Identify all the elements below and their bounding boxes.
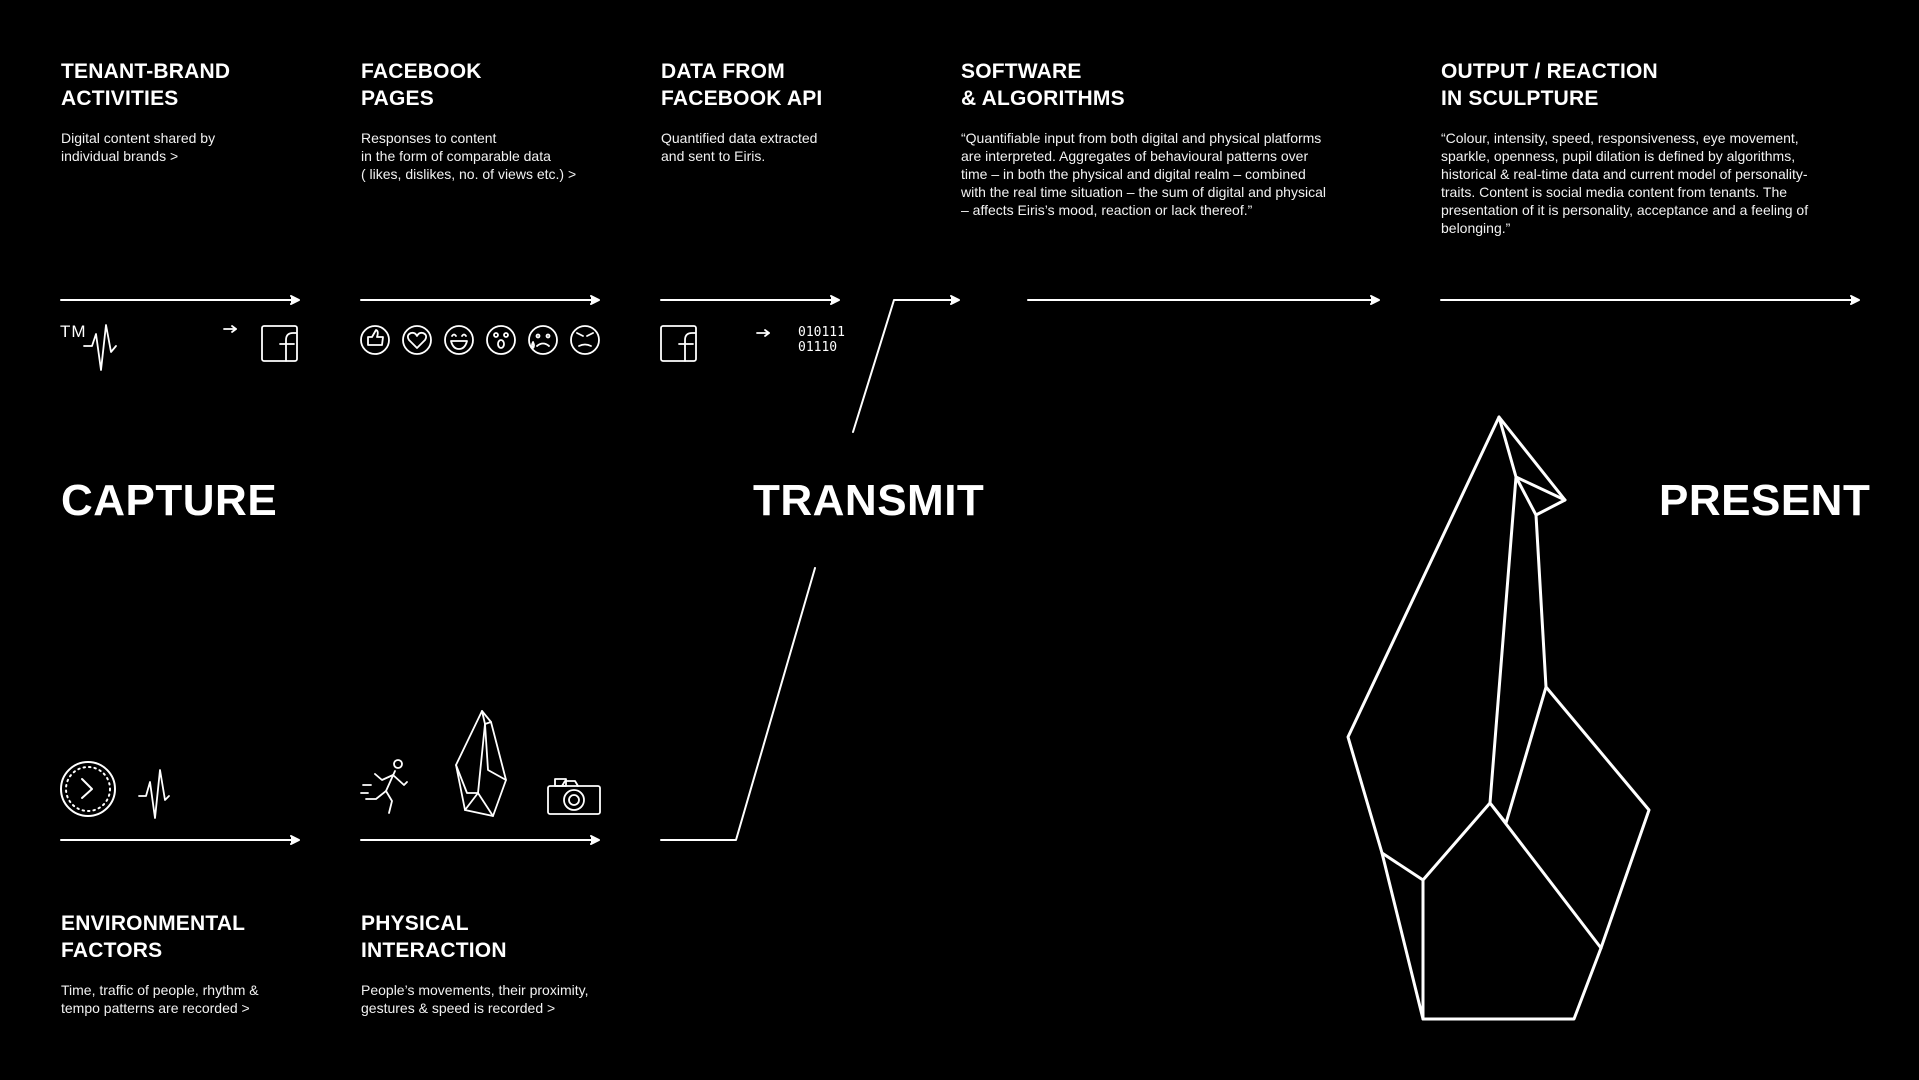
angry-icon <box>571 326 599 354</box>
stage-present: PRESENT <box>1659 476 1871 525</box>
output-text: “Colour, intensity, speed, responsiveness, eye movement, sparkle, openness, pupil dilation is defined by algorithms, historical & real-time data and current model of personality- traits. Content is social media content from tenants. The presentation of it is personality, acceptance and a feeling of belonging.” <box>1441 130 1809 236</box>
arrow-right-icon <box>757 330 769 336</box>
camera-icon <box>548 779 600 814</box>
environmental-title: ENVIRONMENTAL FACTORS <box>61 912 246 962</box>
arrow-software <box>1028 296 1379 304</box>
facebook-pages-text: Responses to content in the form of comparable data ( likes, dislikes, no. of views etc.) > <box>361 130 577 182</box>
physical-text: People’s movements, their proximity, gestures & speed is recorded > <box>361 982 589 1016</box>
binary-label: 010111 01110 <box>798 325 845 355</box>
heart-icon <box>403 326 431 354</box>
clock-icon <box>61 762 115 816</box>
arrow-right-icon <box>224 326 236 332</box>
laugh-icon <box>445 326 473 354</box>
tenant-brand-text: Digital content shared by individual brands > <box>61 130 216 164</box>
facebook-api-text: Quantified data extracted and sent to Eiris. <box>661 130 818 164</box>
arrow-tenant <box>61 296 299 304</box>
runner-icon <box>361 760 407 813</box>
stage-capture: CAPTURE <box>61 476 278 525</box>
arrow-environmental <box>61 836 299 844</box>
facebook-icon <box>661 326 696 361</box>
heartbeat-icon <box>84 325 116 370</box>
stage-transmit: TRANSMIT <box>753 476 985 525</box>
software-text: “Quantifiable input from both digital and physical platforms are interpreted. Aggregates of behavioural patterns over time – in both the physical and digital realm – combined with the real time situation – the sum of digital and physical – affects Eiris’s mood, reaction or lack thereof.” <box>961 130 1326 218</box>
facebook-icon <box>262 326 297 361</box>
transmit-connector-top <box>853 296 959 432</box>
thumbs-up-icon <box>361 326 389 354</box>
arrow-physical <box>361 836 599 844</box>
arrow-output <box>1441 296 1859 304</box>
transmit-connector-bottom <box>661 568 815 840</box>
arrow-facebook-api <box>661 296 839 304</box>
physical-title: PHYSICAL INTERACTION <box>361 912 507 962</box>
trademark-label: TM <box>60 322 87 341</box>
environmental-text: Time, traffic of people, rhythm & tempo patterns are recorded > <box>61 982 259 1016</box>
wow-icon <box>487 326 515 354</box>
arrow-facebook-pages <box>361 296 599 304</box>
crystal-sculpture <box>1348 417 1649 1019</box>
facebook-pages-title: FACEBOOK PAGES <box>361 60 482 110</box>
output-title: OUTPUT / REACTION IN SCULPTURE <box>1441 60 1658 110</box>
tenant-brand-title: TENANT-BRAND ACTIVITIES <box>61 60 231 110</box>
bottom-arrows <box>61 836 599 844</box>
crystal-icon <box>456 711 506 816</box>
heartbeat-icon <box>139 770 169 818</box>
facebook-api-title: DATA FROM FACEBOOK API <box>661 60 823 110</box>
software-title: SOFTWARE & ALGORITHMS <box>961 60 1125 110</box>
sad-icon <box>529 326 557 354</box>
